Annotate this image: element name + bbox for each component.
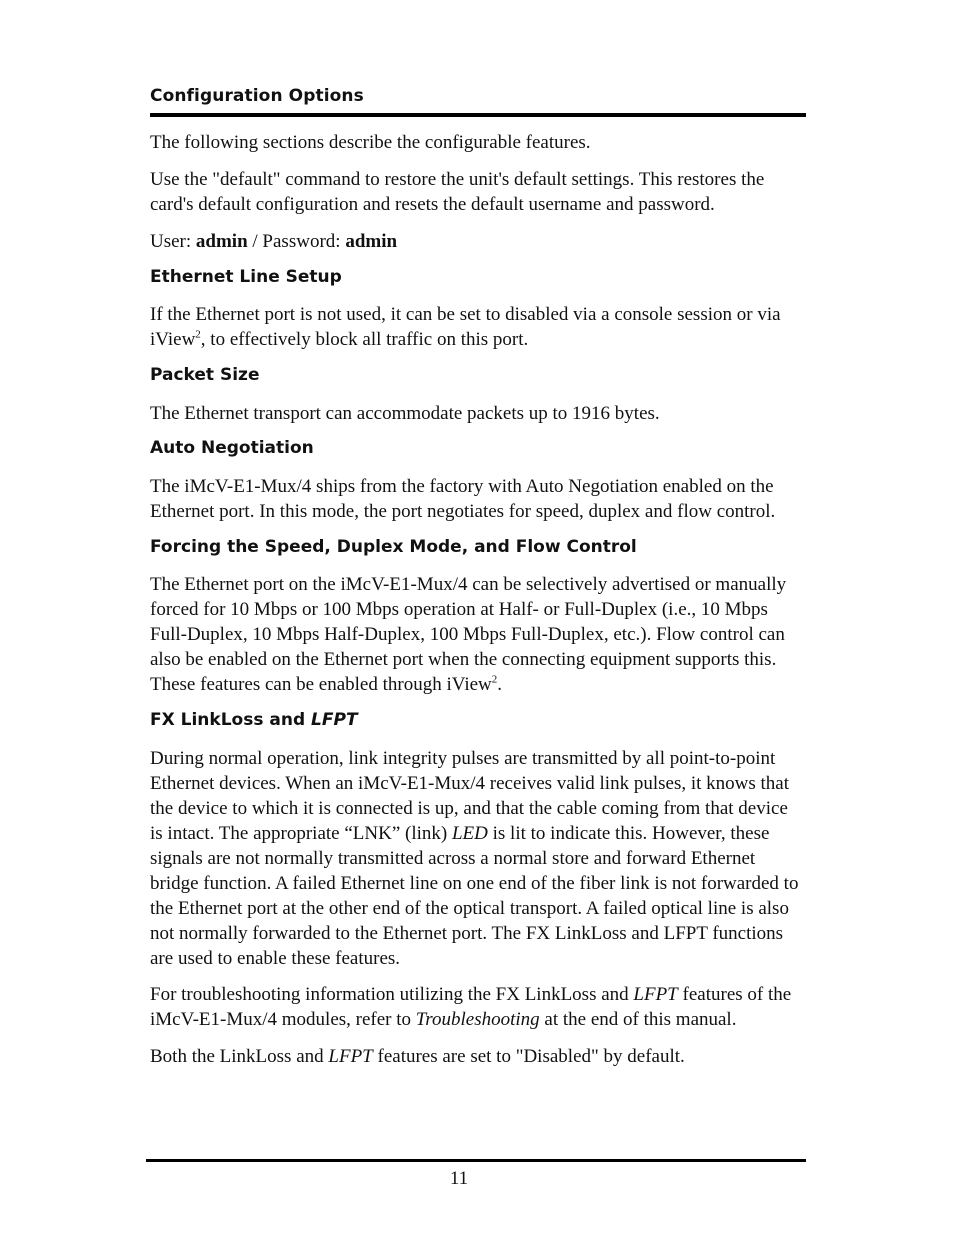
auto-negotiation-paragraph: The iMcV-E1-Mux/4 ships from the factory with Auto Negotiation enabled on the Ethernet port. In this mode, the port negotiates for speed, duplex and flow control. bbox=[150, 476, 776, 522]
footer-rule bbox=[146, 1159, 806, 1162]
password-value: admin bbox=[345, 231, 398, 252]
superscript: 2 bbox=[491, 673, 498, 686]
section-heading-packet-size: Packet Size bbox=[150, 365, 260, 385]
section-heading-fx-linkloss: FX LinkLoss and LFPT bbox=[150, 710, 358, 730]
led-term: LED bbox=[451, 823, 488, 844]
page-title: Configuration Options bbox=[150, 86, 364, 106]
fx-linkloss-paragraph: During normal operation, link integrity pulses are transmitted by all point-to-point Ethernet devices. When an iMcV-E1-Mux/4 receives valid link pulses, it knows that the device to which it is connected is up, and that the cable coming from that device is intact. The appropriate “LNK” (link) LED is lit to indicate this. However, these signals are not normally transmitted across a normal store and forward Ethernet bridge function. A failed Ethernet line on one end of the fiber link is not forwarded to the Ethernet port at the other end of the optical transport. A failed optical line is also not normally forwarded to the Ethernet port. The FX LinkLoss and LFPT functions are used to enable these features. bbox=[150, 748, 799, 969]
section-heading-auto-negotiation: Auto Negotiation bbox=[150, 438, 314, 458]
user-value: admin bbox=[195, 231, 248, 252]
credentials-line bbox=[150, 229, 806, 254]
default-disabled-paragraph: Both the LinkLoss and LFPT features are set to "Disabled" by default. bbox=[150, 1046, 685, 1067]
packet-size-paragraph: The Ethernet transport can accommodate packets up to 1916 bytes. bbox=[150, 403, 660, 424]
section-heading-forcing-speed: Forcing the Speed, Duplex Mode, and Flow Control bbox=[150, 537, 637, 557]
superscript: 2 bbox=[195, 328, 201, 341]
password-label: / Password: bbox=[247, 231, 346, 252]
page-number: 11 bbox=[449, 1168, 469, 1189]
user-label: User: bbox=[150, 231, 196, 252]
default-command-paragraph: Use the "default" command to restore the unit's default settings. This restores the card's default configuration and resets the default username and password. bbox=[150, 169, 765, 215]
intro-paragraph: The following sections describe the configurable features. bbox=[150, 132, 591, 153]
forcing-speed-paragraph: The Ethernet port on the iMcV-E1-Mux/4 can be selectively advertised or manually forced for 10 Mbps or 100 Mbps operation at Half- or Full-Duplex (i.e., 10 Mbps Full-Duplex, 10 Mbps Half-Duplex, 100 Mbps Full-Duplex, etc.). Flow control can also be enabled on the Ethernet port when the connecting equipment supports this. These features can be enabled through iView$^2$. bbox=[150, 574, 787, 695]
troubleshooting-reference-paragraph: For troubleshooting information utilizing the FX LinkLoss and LFPT features of the iMcV-E1-Mux/4 modules, refer to Troubleshooting at the end of this manual. bbox=[150, 984, 792, 1030]
ethernet-setup-paragraph: If the Ethernet port is not used, it can be set to disabled via a console session or via iView$^2$, to effectively block all traffic on this port. bbox=[150, 304, 781, 350]
section-heading-ethernet-line-setup: Ethernet Line Setup bbox=[150, 267, 342, 287]
troubleshooting-reference: Troubleshooting bbox=[415, 1009, 540, 1030]
header-rule bbox=[150, 113, 806, 117]
